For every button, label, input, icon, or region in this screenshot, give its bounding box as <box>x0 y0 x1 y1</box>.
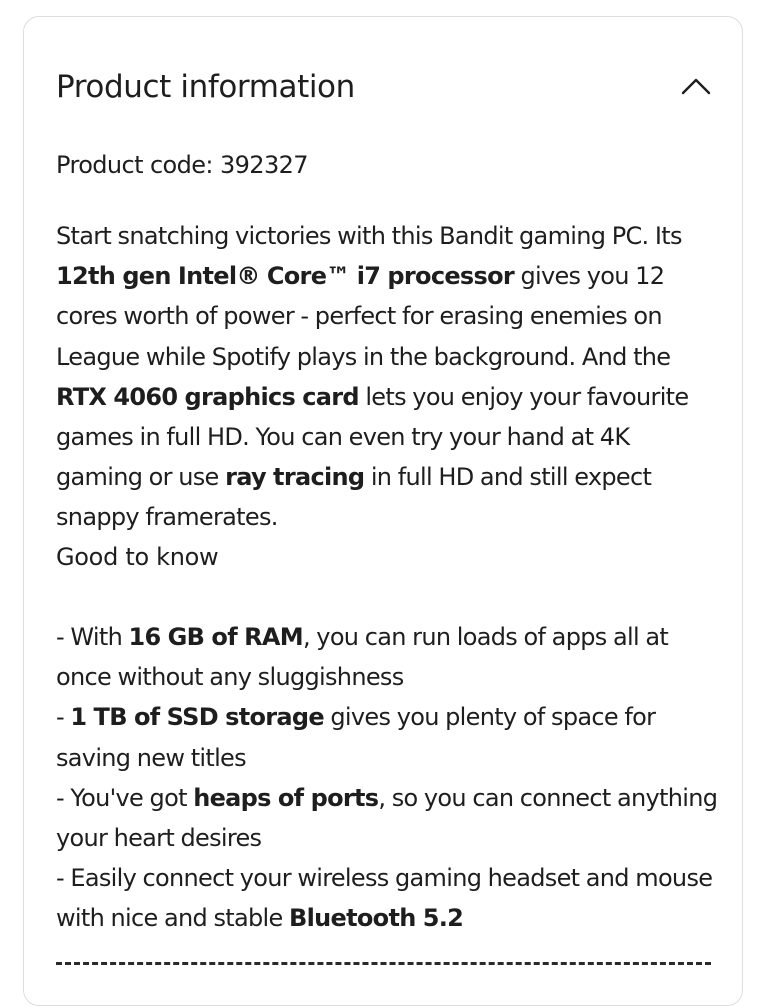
description-highlight: ray tracing <box>225 463 365 492</box>
list-item <box>56 617 721 697</box>
bullet-text: - You've got <box>56 783 194 812</box>
description-text: in full HD and still expect snappy framerates. <box>56 463 652 532</box>
bullet-text: - Easily connect your wireless gaming headset and mouse with nice and stable <box>56 864 713 933</box>
bullet-highlight: Bluetooth 5.2 <box>289 904 464 933</box>
good-to-know-heading: Good to know <box>56 543 219 571</box>
bullet-highlight: 16 GB of RAM <box>128 623 303 651</box>
accordion-header[interactable] <box>56 67 716 107</box>
description-highlight: RTX 4060 graphics card <box>56 382 359 411</box>
dashed-divider <box>56 962 711 965</box>
product-information-card <box>23 16 743 1006</box>
collapse-button[interactable] <box>676 69 716 105</box>
list-item <box>56 697 721 777</box>
bullet-highlight: heaps of ports <box>193 783 379 812</box>
description-text: Start snatching victories with this Bandit gaming PC. Its <box>56 222 682 250</box>
bullet-text: - <box>56 703 71 732</box>
description-text: lets you enjoy your favourite games in full HD. You can even try your hand at 4K gaming or use <box>56 382 689 492</box>
bullet-text: - With <box>56 623 129 651</box>
description-highlight: 12th gen Intel® Core™ i7 processor <box>56 262 515 291</box>
chevron-up-icon <box>676 69 716 105</box>
description-text: gives you 12 cores worth of power - perfect for erasing enemies on League while Spotify plays in the background. And the <box>56 262 671 371</box>
product-code: Product code: 392327 <box>56 151 308 179</box>
bullet-text: gives you plenty of space for saving new titles <box>56 703 656 772</box>
list-item <box>56 858 721 938</box>
bullet-highlight: 1 TB of SSD storage <box>70 703 324 732</box>
good-to-know-list <box>56 617 721 939</box>
bullet-text: , so you can connect anything your heart desires <box>56 783 718 853</box>
product-description <box>56 216 721 538</box>
list-item <box>56 778 721 858</box>
section-title: Product information <box>56 69 355 105</box>
bullet-text: , you can run loads of apps all at once without any sluggishness <box>56 623 669 692</box>
